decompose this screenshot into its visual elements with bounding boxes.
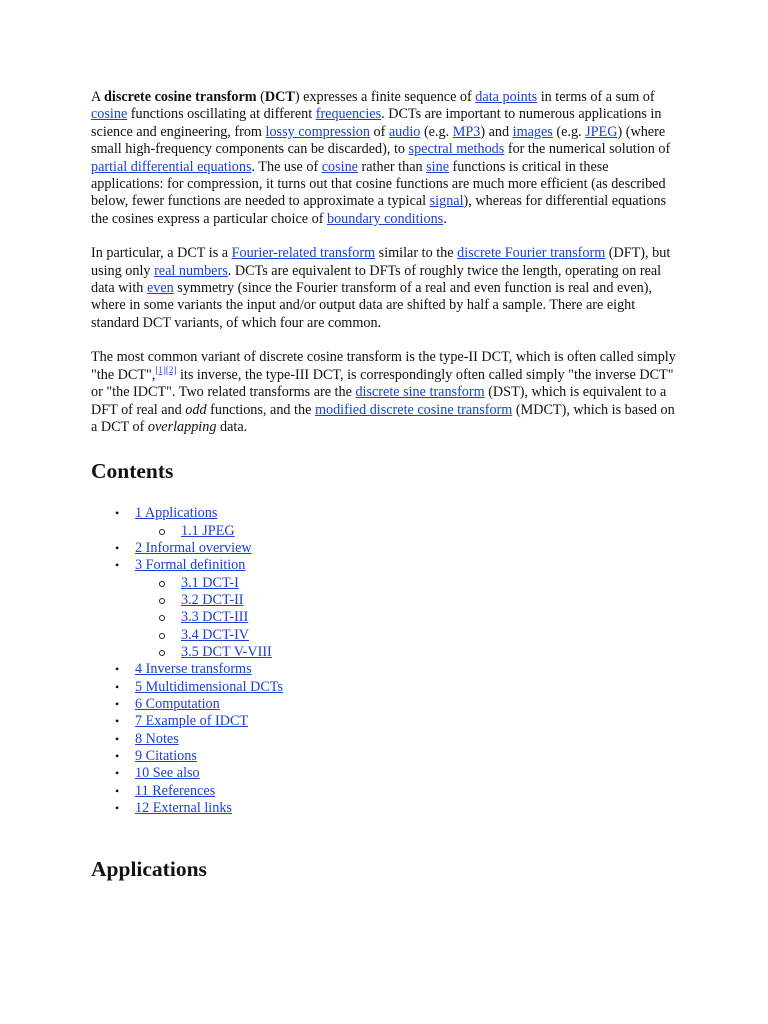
text: . The use of — [251, 158, 322, 175]
text: data. — [216, 418, 248, 435]
link-cosine-2[interactable]: cosine — [321, 158, 358, 175]
link-partial-differential-equations[interactable]: partial differential equations — [91, 158, 252, 175]
toc-item — [91, 557, 676, 574]
link-boundary-conditions[interactable]: boundary conditions — [326, 210, 444, 227]
toc-item — [91, 661, 676, 678]
intro-paragraph — [91, 89, 676, 228]
toc-link-formal-definition[interactable]: 3 Formal definition — [135, 557, 246, 574]
text: rather than — [357, 158, 427, 175]
toc-subitem — [91, 575, 676, 592]
text: functions oscillating at different — [127, 106, 316, 123]
article-body — [91, 89, 676, 882]
fourier-paragraph — [91, 245, 676, 332]
toc-link-dct-v-viii[interactable]: 3.5 DCT V-VIII — [181, 644, 272, 661]
text: functions is critical in these applications: for compression, it turns out that cosine functions are much more efficient (as described below, fewer functions are needed to approximate a typical — [91, 158, 666, 210]
toc-link-notes[interactable]: 8 Notes — [135, 730, 179, 747]
circle-bullet-icon — [159, 650, 165, 656]
text: (e.g. — [552, 123, 586, 140]
term-dct-abbrev: DCT — [264, 89, 295, 105]
term-dct-bold: discrete cosine transform — [104, 89, 257, 105]
text: (DST), which is equivalent to a DFT of real and — [91, 384, 667, 418]
toc-subitem — [91, 644, 676, 661]
link-discrete-fourier-transform[interactable]: discrete Fourier transform — [457, 245, 606, 262]
bullet-icon: • — [115, 766, 120, 781]
toc-item — [91, 696, 676, 713]
toc-item — [91, 800, 676, 817]
toc-link-see-also[interactable]: 10 See also — [135, 765, 200, 782]
text: (e.g. — [420, 123, 453, 140]
toc-subitem — [91, 523, 676, 540]
toc-link-applications[interactable]: 1 Applications — [135, 505, 218, 522]
toc-link-citations[interactable]: 9 Citations — [135, 748, 197, 765]
bullet-icon: • — [115, 714, 120, 729]
text: (MDCT), which is based on a DCT of — [91, 401, 675, 435]
bullet-icon: • — [115, 541, 120, 555]
toc-link-informal-overview[interactable]: 2 Informal overview — [135, 540, 252, 556]
link-audio[interactable]: audio — [388, 123, 421, 140]
bullet-icon: • — [115, 662, 120, 677]
toc-link-inverse-transforms[interactable]: 4 Inverse transforms — [135, 661, 252, 678]
text: (DFT), but using only — [91, 245, 671, 279]
link-real-numbers[interactable]: real numbers — [154, 262, 228, 279]
text: . DCTs are equivalent to DFTs of roughly twice the length, operating on real data with — [91, 262, 662, 297]
text: ) (where small high-frequency components can be discarded), to — [91, 123, 666, 158]
link-lossy-compression[interactable]: lossy compression — [265, 123, 370, 140]
toc-link-computation[interactable]: 6 Computation — [135, 696, 220, 713]
toc-item — [91, 679, 676, 696]
toc-link-references[interactable]: 11 References — [135, 782, 216, 799]
bullet-icon: • — [115, 783, 120, 798]
link-even[interactable]: even — [146, 280, 174, 297]
bullet-icon: • — [115, 506, 120, 521]
toc-subitem — [91, 627, 676, 644]
toc-item — [91, 540, 676, 557]
toc-item — [91, 783, 676, 800]
link-mp3[interactable]: MP3 — [452, 123, 481, 140]
toc-link-dct-ii[interactable]: 3.2 DCT-II — [181, 592, 244, 609]
citation-link[interactable]: [1][2] — [155, 364, 177, 375]
circle-bullet-icon — [159, 529, 165, 535]
link-discrete-sine-transform[interactable]: discrete sine transform — [355, 384, 485, 401]
toc-link-dct-iv[interactable]: 3.4 DCT-IV — [181, 626, 250, 643]
link-frequencies[interactable]: frequencies — [315, 106, 382, 123]
circle-bullet-icon — [159, 598, 165, 604]
text: ) and — [480, 123, 513, 140]
toc-link-dct-iii[interactable]: 3.3 DCT-III — [181, 609, 249, 626]
text: functions, and the — [206, 401, 315, 418]
term-overlapping: overlapping — [147, 418, 217, 435]
toc-item — [91, 713, 676, 730]
toc-link-dct-i[interactable]: 3.1 DCT-I — [181, 574, 239, 591]
toc-item — [91, 748, 676, 765]
text: A — [91, 89, 105, 105]
toc-link-example-of-idct[interactable]: 7 Example of IDCT — [135, 713, 249, 730]
link-spectral-methods[interactable]: spectral methods — [408, 141, 505, 158]
toc-item — [91, 505, 676, 522]
variants-paragraph — [91, 349, 676, 436]
link-modified-discrete-cosine-transform[interactable]: modified discrete cosine transform — [314, 401, 513, 418]
text: symmetry (since the Fourier transform of a real and even function is real and even), where in some variants the input and/or output data are shifted by half a sample. There are eight standard DCT variants, of which four are common. — [91, 280, 653, 331]
bullet-icon: • — [115, 749, 120, 764]
link-signal[interactable]: signal — [429, 193, 464, 210]
toc-subitem — [91, 592, 676, 609]
toc-subitem — [91, 609, 676, 626]
text: its inverse, the type-III DCT, is correspondingly often called simply "the inverse DCT" or "the IDCT". Two related transforms are the — [91, 366, 674, 401]
text: for the numerical solution of — [504, 141, 671, 158]
bullet-icon: • — [115, 801, 120, 816]
bullet-icon: • — [115, 679, 120, 694]
text: . DCTs are important to numerous applications in science and engineering, from — [91, 106, 662, 140]
toc-link-jpeg[interactable]: 1.1 JPEG — [181, 522, 235, 539]
circle-bullet-icon — [159, 633, 165, 639]
link-images[interactable]: images — [512, 123, 553, 140]
bullet-icon: • — [115, 697, 120, 712]
circle-bullet-icon — [159, 615, 165, 621]
circle-bullet-icon — [159, 581, 165, 587]
bullet-icon: • — [115, 731, 120, 746]
text: in terms of a sum of — [537, 89, 655, 105]
text: ), whereas for differential equations the cosines express a particular choice of — [91, 193, 667, 227]
toc-item — [91, 731, 676, 748]
contents-heading: Contents — [91, 459, 174, 484]
link-cosine[interactable]: cosine — [91, 106, 128, 123]
text: of — [369, 123, 389, 140]
applications-heading: Applications — [91, 856, 207, 881]
text: In particular, a DCT is a — [91, 245, 232, 262]
link-data-points[interactable]: data points — [475, 89, 538, 105]
link-sine[interactable]: sine — [426, 158, 449, 175]
toc-link-multidimensional-dcts[interactable]: 5 Multidimensional DCTs — [135, 678, 283, 695]
link-fourier-related-transform[interactable]: Fourier-related transform — [231, 245, 376, 262]
bullet-icon: • — [115, 558, 120, 573]
text: ( — [256, 89, 265, 105]
text: ) expresses a finite sequence of — [294, 89, 476, 105]
toc-link-external-links[interactable]: 12 External links — [135, 800, 232, 817]
text: The most common variant of discrete cosine transform is the type-II DCT, which is often called simply "the DCT", — [91, 349, 676, 383]
table-of-contents — [91, 505, 676, 817]
link-jpeg[interactable]: JPEG — [585, 123, 618, 140]
text: . — [443, 210, 447, 227]
toc-item — [91, 765, 676, 782]
term-odd: odd — [185, 401, 207, 418]
text: similar to the — [375, 245, 458, 262]
